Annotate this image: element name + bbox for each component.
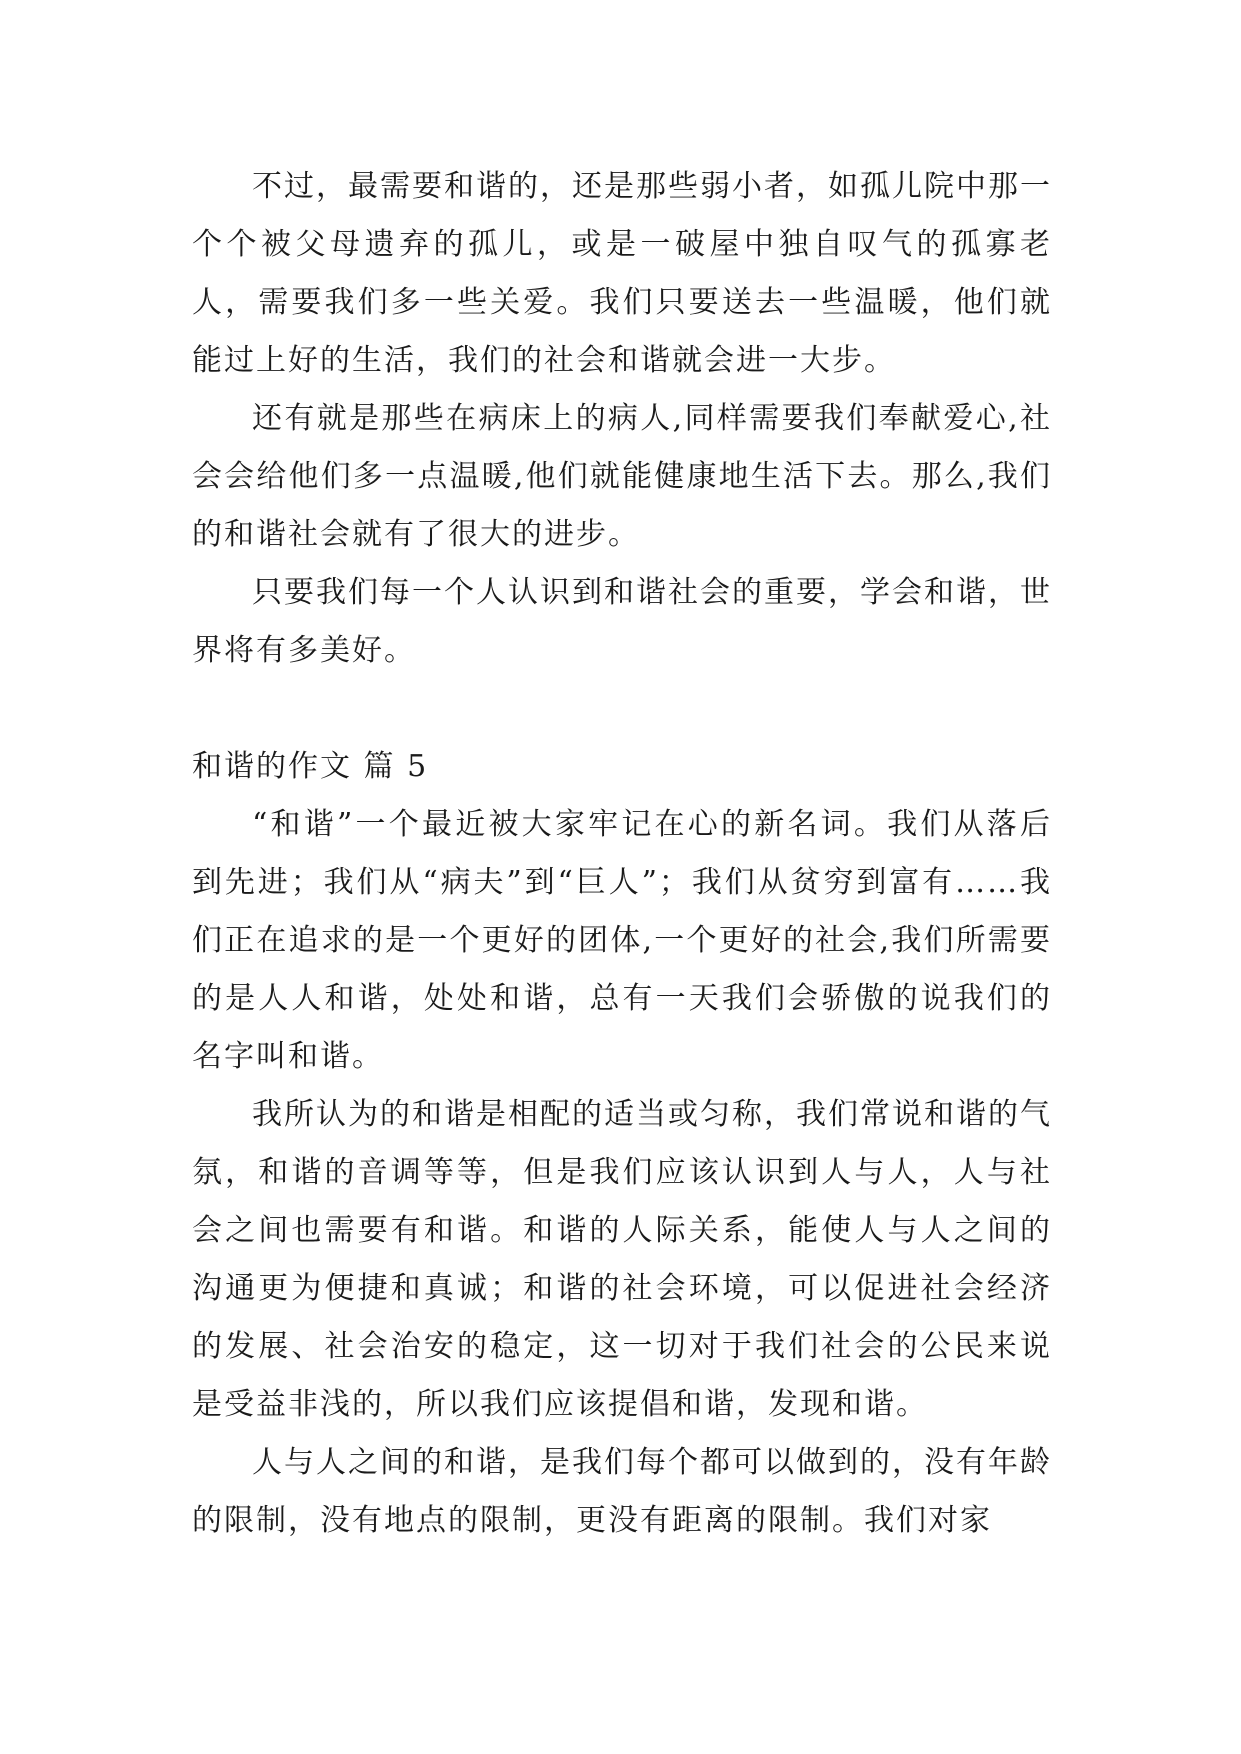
document-body xyxy=(192,158,1052,1550)
paragraph-patients: 还有就是那些在病床上的病人,同样需要我们奉献爱心,社会会给他们多一点温暖,他们就能健康地生活下去。那么,我们的和谐社会就有了很大的进步。 xyxy=(192,401,1052,552)
paragraph-orphans-elderly: 不过，最需要和谐的，还是那些弱小者，如孤儿院中那一个个被父母遗弃的孤儿，或是一破屋中独自叹气的孤寡老人，需要我们多一些关爱。我们只要送去一些温暖，他们就能过上好的生活，我们的社会和谐就会进一大步。 xyxy=(192,169,1052,378)
paragraph-harmony-intro: “和谐”一个最近被大家牢记在心的新名词。我们从落后到先进；我们从“病夫”到“巨人”；我们从贫穷到富有……我们正在追求的是一个更好的团体,一个更好的社会,我们所需要的是人人和谐，处处和谐，总有一天我们会骄傲的说我们的名字叫和谐。 xyxy=(192,807,1052,1074)
paragraph-conclusion: 只要我们每一个人认识到和谐社会的重要，学会和谐，世界将有多美好。 xyxy=(192,575,1052,668)
paragraph-interpersonal-harmony: 人与人之间的和谐，是我们每个都可以做到的，没有年龄的限制，没有地点的限制，更没有距离的限制。我们对家 xyxy=(192,1445,1052,1538)
section-heading: 和谐的作文 篇 5 xyxy=(192,749,429,784)
paragraph-harmony-definition: 我所认为的和谐是相配的适当或匀称，我们常说和谐的气氛，和谐的音调等等，但是我们应该认识到人与人，人与社会之间也需要有和谐。和谐的人际关系，能使人与人之间的沟通更为便捷和真诚；和谐的社会环境，可以促进社会经济的发展、社会治安的稳定，这一切对于我们社会的公民来说是受益非浅的，所以我们应该提倡和谐，发现和谐。 xyxy=(192,1097,1052,1422)
